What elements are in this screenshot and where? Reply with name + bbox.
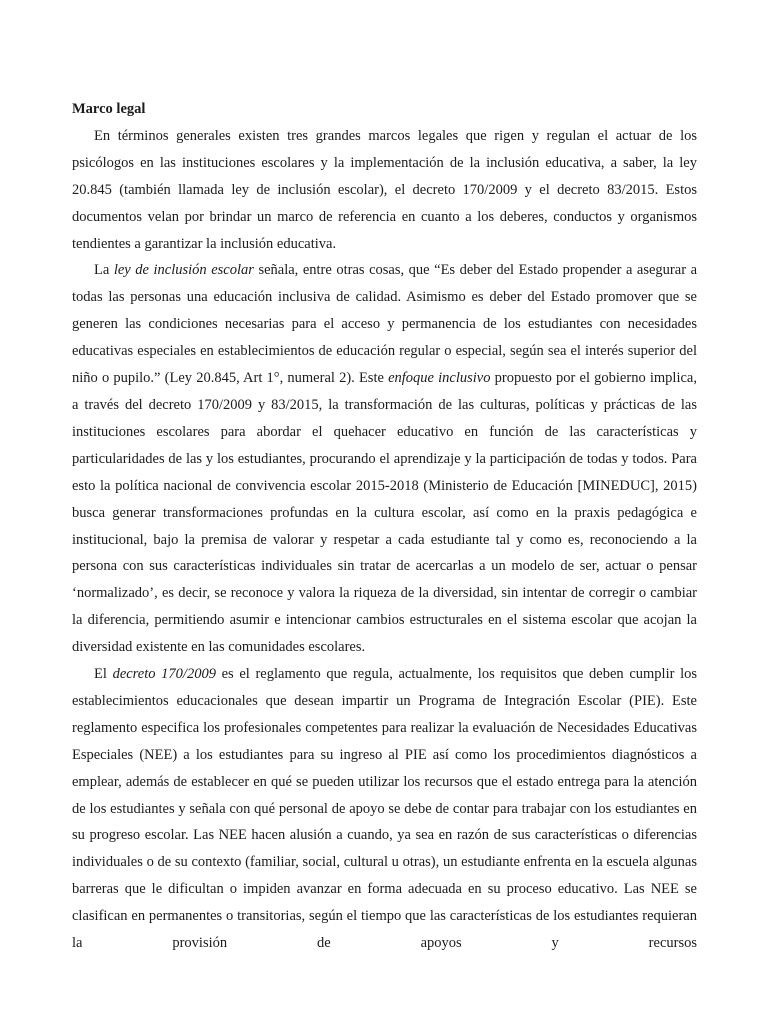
paragraph-2-text-c: señala, entre otras cosas, que “Es deber del Estado propender a asegurar a todas las personas una educación inclusiva de calidad. Asimismo es deber del Estado promover que se generen las condiciones necesarias para el acceso y permanencia de los estudiantes con necesidades educativas especiales en establecimientos de educación regular o especial, según sea el interés superior del niño o pupilo.” (Ley 20.845, Art 1°, numeral 2). Este [72,262,698,387]
paragraph-3-text-c: es el reglamento que regula, actualmente, los requisitos que deben cumplir los establecimientos educacionales que desean impartir un Programa de Integración Escolar (PIE). Este reglamento especifica los profesionales competentes para realizar la evaluación de Necesidades Educativas Especiales (NEE) a los estudiantes para su ingreso al PIE así como los procedimientos diagnósticos a emplear, además de establecer en qué se pueden utilizar los recursos que el estado entrega para la atención de los estudiantes y señala con qué personal de apoyo se debe de contar para trabajar con los estudiantes en su progreso escolar. Las NEE hacen alusión a cuando, ya sea en razón de sus características o diferencias individuales o de su contexto (familiar, social, cultural u otras), un estudiante enfrenta en la escuela algunas barreras que le dificultan o impiden avanzar en forma adecuada en su proceso educativo. Las NEE se clasifican en permanentes o transitorias, según el tiempo que las características de los estudiantes requieran la provisión de apoyos y recursos [72,666,698,952]
section-heading: Marco legal [72,101,146,117]
paragraph-2-text-a: La [94,262,114,279]
paragraph-1: En términos generales existen tres grandes marcos legales que rigen y regulan el actuar de los psicólogos en las instituciones escolares y la implementación de la inclusión educativa, a saber, la ley 20.845 (también llamada ley de inclusión escolar), el decreto 170/2009 y el decreto 83/2015. Estos documentos velan por brindar un marco de referencia en cuanto a los deberes, conductos y organismos tendientes a garantizar la inclusión educativa. [72,127,697,252]
paragraph-2-text-e: propuesto por el gobierno implica, a través del decreto 170/2009 y 83/2015, la transformación de las culturas, políticas y prácticas de las instituciones escolares para abordar el quehacer educativo en función de las características y particularidades de las y los estudiantes, procurando el aprendizaje y la participación de todas y todos. Para esto la política nacional de convivencia escolar 2015-2018 (Ministerio de Educación [MINEDUC], 2015) busca generar transformaciones profundas en la cultura escolar, así como en la praxis pedagógica e institucional, bajo la premisa de valorar y respetar a cada estudiante tal y como es, reconociendo a la persona con sus características individuales sin tratar de acercarlas a un modelo de ser, actuar o pensar ‘normalizado’, es decir, se reconoce y valora la riqueza de la diversidad, sin intentar de corregir o cambiar la diferencia, permitiendo asumir e intencionar cambios estructurales en el sistema escolar que acojan la diversidad existente en las comunidades escolares. [72,370,697,656]
document-page [72,96,697,957]
paragraph-3 [72,661,697,957]
paragraph-3-italic-decree: decreto 170/2009 [112,666,216,683]
paragraph-2 [72,257,697,661]
paragraph-3-text-a: El [94,666,113,683]
paragraph-2-italic-law: ley de inclusión escolar [113,262,254,279]
paragraph-2-italic-approach: enfoque inclusivo [388,370,491,387]
